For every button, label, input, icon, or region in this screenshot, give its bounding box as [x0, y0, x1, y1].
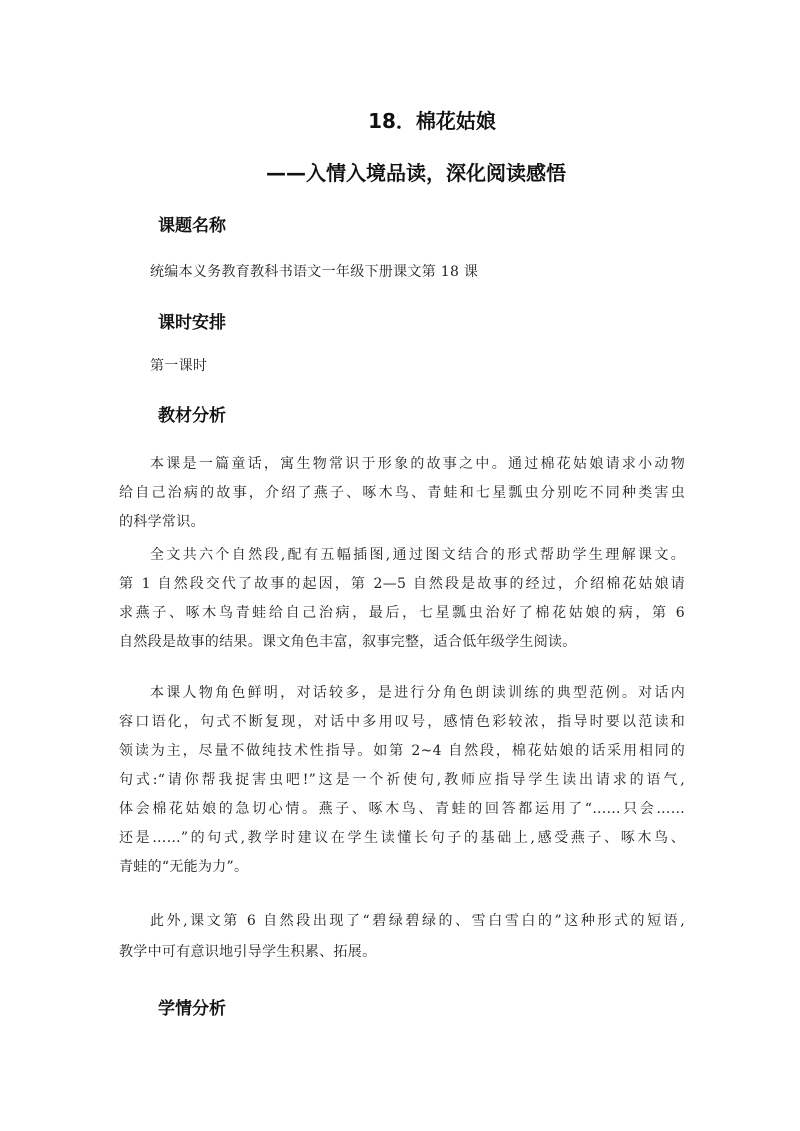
analysis-p2-line: 第 1 自然段交代了故事的起因，第 2—5 自然段是故事的经过，介绍棉花姑娘请	[119, 576, 685, 592]
analysis-p3-line: 体会棉花姑娘的急切心情。燕子、啄木鸟、青蛙的回答都运用了“……只会……	[119, 801, 685, 817]
analysis-p3-line: 领读为主，尽量不做纯技术性指导。如第 2~4 自然段，棉花姑娘的话采用相同的	[119, 743, 685, 759]
analysis-p1-line: 的科学常识。	[119, 514, 205, 530]
analysis-p4-line: 教学中可有意识地引导学生积累、拓展。	[119, 944, 377, 960]
lesson-title: 18．棉花姑娘	[368, 109, 496, 133]
analysis-p2-line: 全文共六个自然段,配有五幅插图,通过图文结合的形式帮助学生理解课文。	[150, 547, 685, 563]
analysis-p2-line: 自然段是故事的结果。课文角色丰富，叙事完整，适合低年级学生阅读。	[119, 634, 577, 650]
section-heading-student: 学情分析	[158, 999, 226, 1019]
analysis-p3-line: 青蛙的“无能为力”。	[119, 859, 249, 875]
analysis-p1-line: 本课是一篇童话，寓生物常识于形象的故事之中。通过棉花姑娘请求小动物	[150, 456, 685, 472]
section-heading-course-name: 课题名称	[158, 216, 226, 236]
analysis-p2-line: 求燕子、啄木鸟青蛙给自己治病，最后，七星瓢虫治好了棉花姑娘的病，第 6	[119, 605, 685, 621]
analysis-p3-line: 还是……”的句式,教学时建议在学生读懂长句子的基础上,感受燕子、啄木鸟、	[119, 830, 685, 846]
course-name-text: 统编本义务教育教科书语文一年级下册课文第 18 课	[150, 264, 479, 280]
analysis-p3-line: 容口语化，句式不断复现，对话中多用叹号，感情色彩较浓，指导时要以范读和	[119, 714, 685, 730]
analysis-p3-line: 本课人物角色鲜明，对话较多，是进行分角色朗读训练的典型范例。对话内	[150, 685, 685, 701]
analysis-p3-line: 句式:“请你帮我捉害虫吧!”这是一个祈使句,教师应指导学生读出请求的语气,	[119, 772, 685, 788]
analysis-p4-line: 此外,课文第 6 自然段出现了“碧绿碧绿的、雪白雪白的”这种形式的短语,	[150, 913, 685, 929]
schedule-text: 第一课时	[150, 358, 208, 374]
analysis-p1-line: 给自己治病的故事，介绍了燕子、啄木鸟、青蛙和七星瓢虫分别吃不同种类害虫	[119, 485, 685, 501]
section-heading-schedule: 课时安排	[158, 313, 226, 333]
section-heading-analysis: 教材分析	[158, 406, 226, 426]
lesson-subtitle: ——入情入境品读，深化阅读感悟	[266, 161, 566, 185]
